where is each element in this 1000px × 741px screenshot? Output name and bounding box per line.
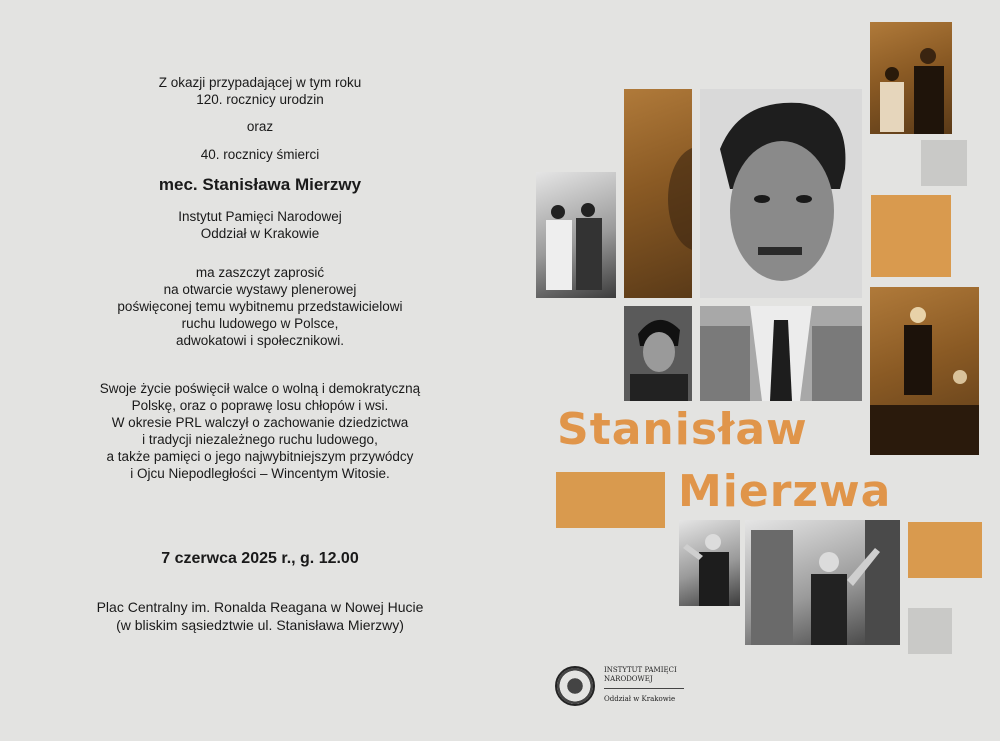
grey-square-bottom [908, 608, 952, 654]
bio-line: Polskę, oraz o poprawę losu chłopów i wsi. [131, 398, 389, 413]
intro-line: 120. rocznicy urodzin [196, 92, 324, 107]
invite-line: adwokatowi i społecznikowi. [175, 333, 345, 348]
event-place [20, 598, 500, 634]
logo-name [604, 666, 677, 684]
orange-rectangle [556, 472, 665, 528]
logo-name-line: INSTYTUT PAMIĘCI [604, 666, 677, 674]
photo-couple-sepia [870, 22, 952, 134]
logo-branch: Oddział w Krakowie [604, 695, 676, 703]
institution-line: Oddział w Krakowie [200, 226, 320, 241]
conjunction: oraz [246, 119, 274, 134]
photo-young-portrait [624, 306, 692, 401]
photo-courtroom [870, 287, 979, 455]
bio-line: i tradycji niezależnego ruchu ludowego, [142, 432, 378, 447]
orange-square [871, 195, 951, 277]
orange-square-right [908, 522, 982, 578]
honoree-name: mec. Stanisława Mierzwy [158, 175, 362, 194]
invite-line: poświęconej temu wybitnemu przedstawicielowi [117, 299, 403, 314]
photo-portrait-collar [700, 306, 862, 401]
photo-portrait-main [700, 89, 862, 298]
bio-line: a także pamięci o jego najwybitniejszym przywódcy [106, 449, 414, 464]
bio-line: W okresie PRL walczył o zachowanie dziedzictwa [111, 415, 409, 430]
poster-title-first-name: Stanisław [557, 404, 808, 455]
institution [20, 208, 500, 242]
bio-paragraph [20, 380, 500, 482]
logo-divider [604, 688, 684, 689]
intro-lines [20, 74, 500, 108]
photo-speaker-monument [745, 520, 900, 645]
photo-family-group [536, 172, 616, 298]
bio-line: i Ojcu Niepodległości – Wincentym Witosie. [130, 466, 390, 481]
invite-line: na otwarcie wystawy plenerowej [163, 282, 357, 297]
photo-speaker-small [679, 520, 740, 606]
eagle-seal-icon [555, 666, 595, 706]
ipn-logo [555, 664, 715, 710]
place-line: (w bliskim sąsiedztwie ul. Stanisława Mierzwy) [116, 617, 404, 633]
place-line: Plac Centralny im. Ronalda Reagana w Nowej Hucie [96, 599, 424, 615]
invite-line: ruchu ludowego w Polsce, [181, 316, 339, 331]
invite-paragraph [20, 264, 500, 349]
logo-name-line: NARODOWEJ [604, 675, 653, 683]
poster-title-last-name: Mierzwa [678, 466, 892, 517]
intro-line-3: 40. rocznicy śmierci [200, 147, 320, 162]
photo-portrait-sepia-left [624, 89, 692, 298]
event-date: 7 czerwca 2025 r., g. 12.00 [161, 550, 359, 567]
intro-line: Z okazji przypadającej w tym roku [158, 75, 362, 90]
invite-line: ma zaszczyt zaprosić [195, 265, 325, 280]
bio-line: Swoje życie poświęcił walce o wolną i demokratyczną [99, 381, 421, 396]
institution-line: Instytut Pamięci Narodowej [178, 209, 342, 224]
grey-square [921, 140, 967, 186]
